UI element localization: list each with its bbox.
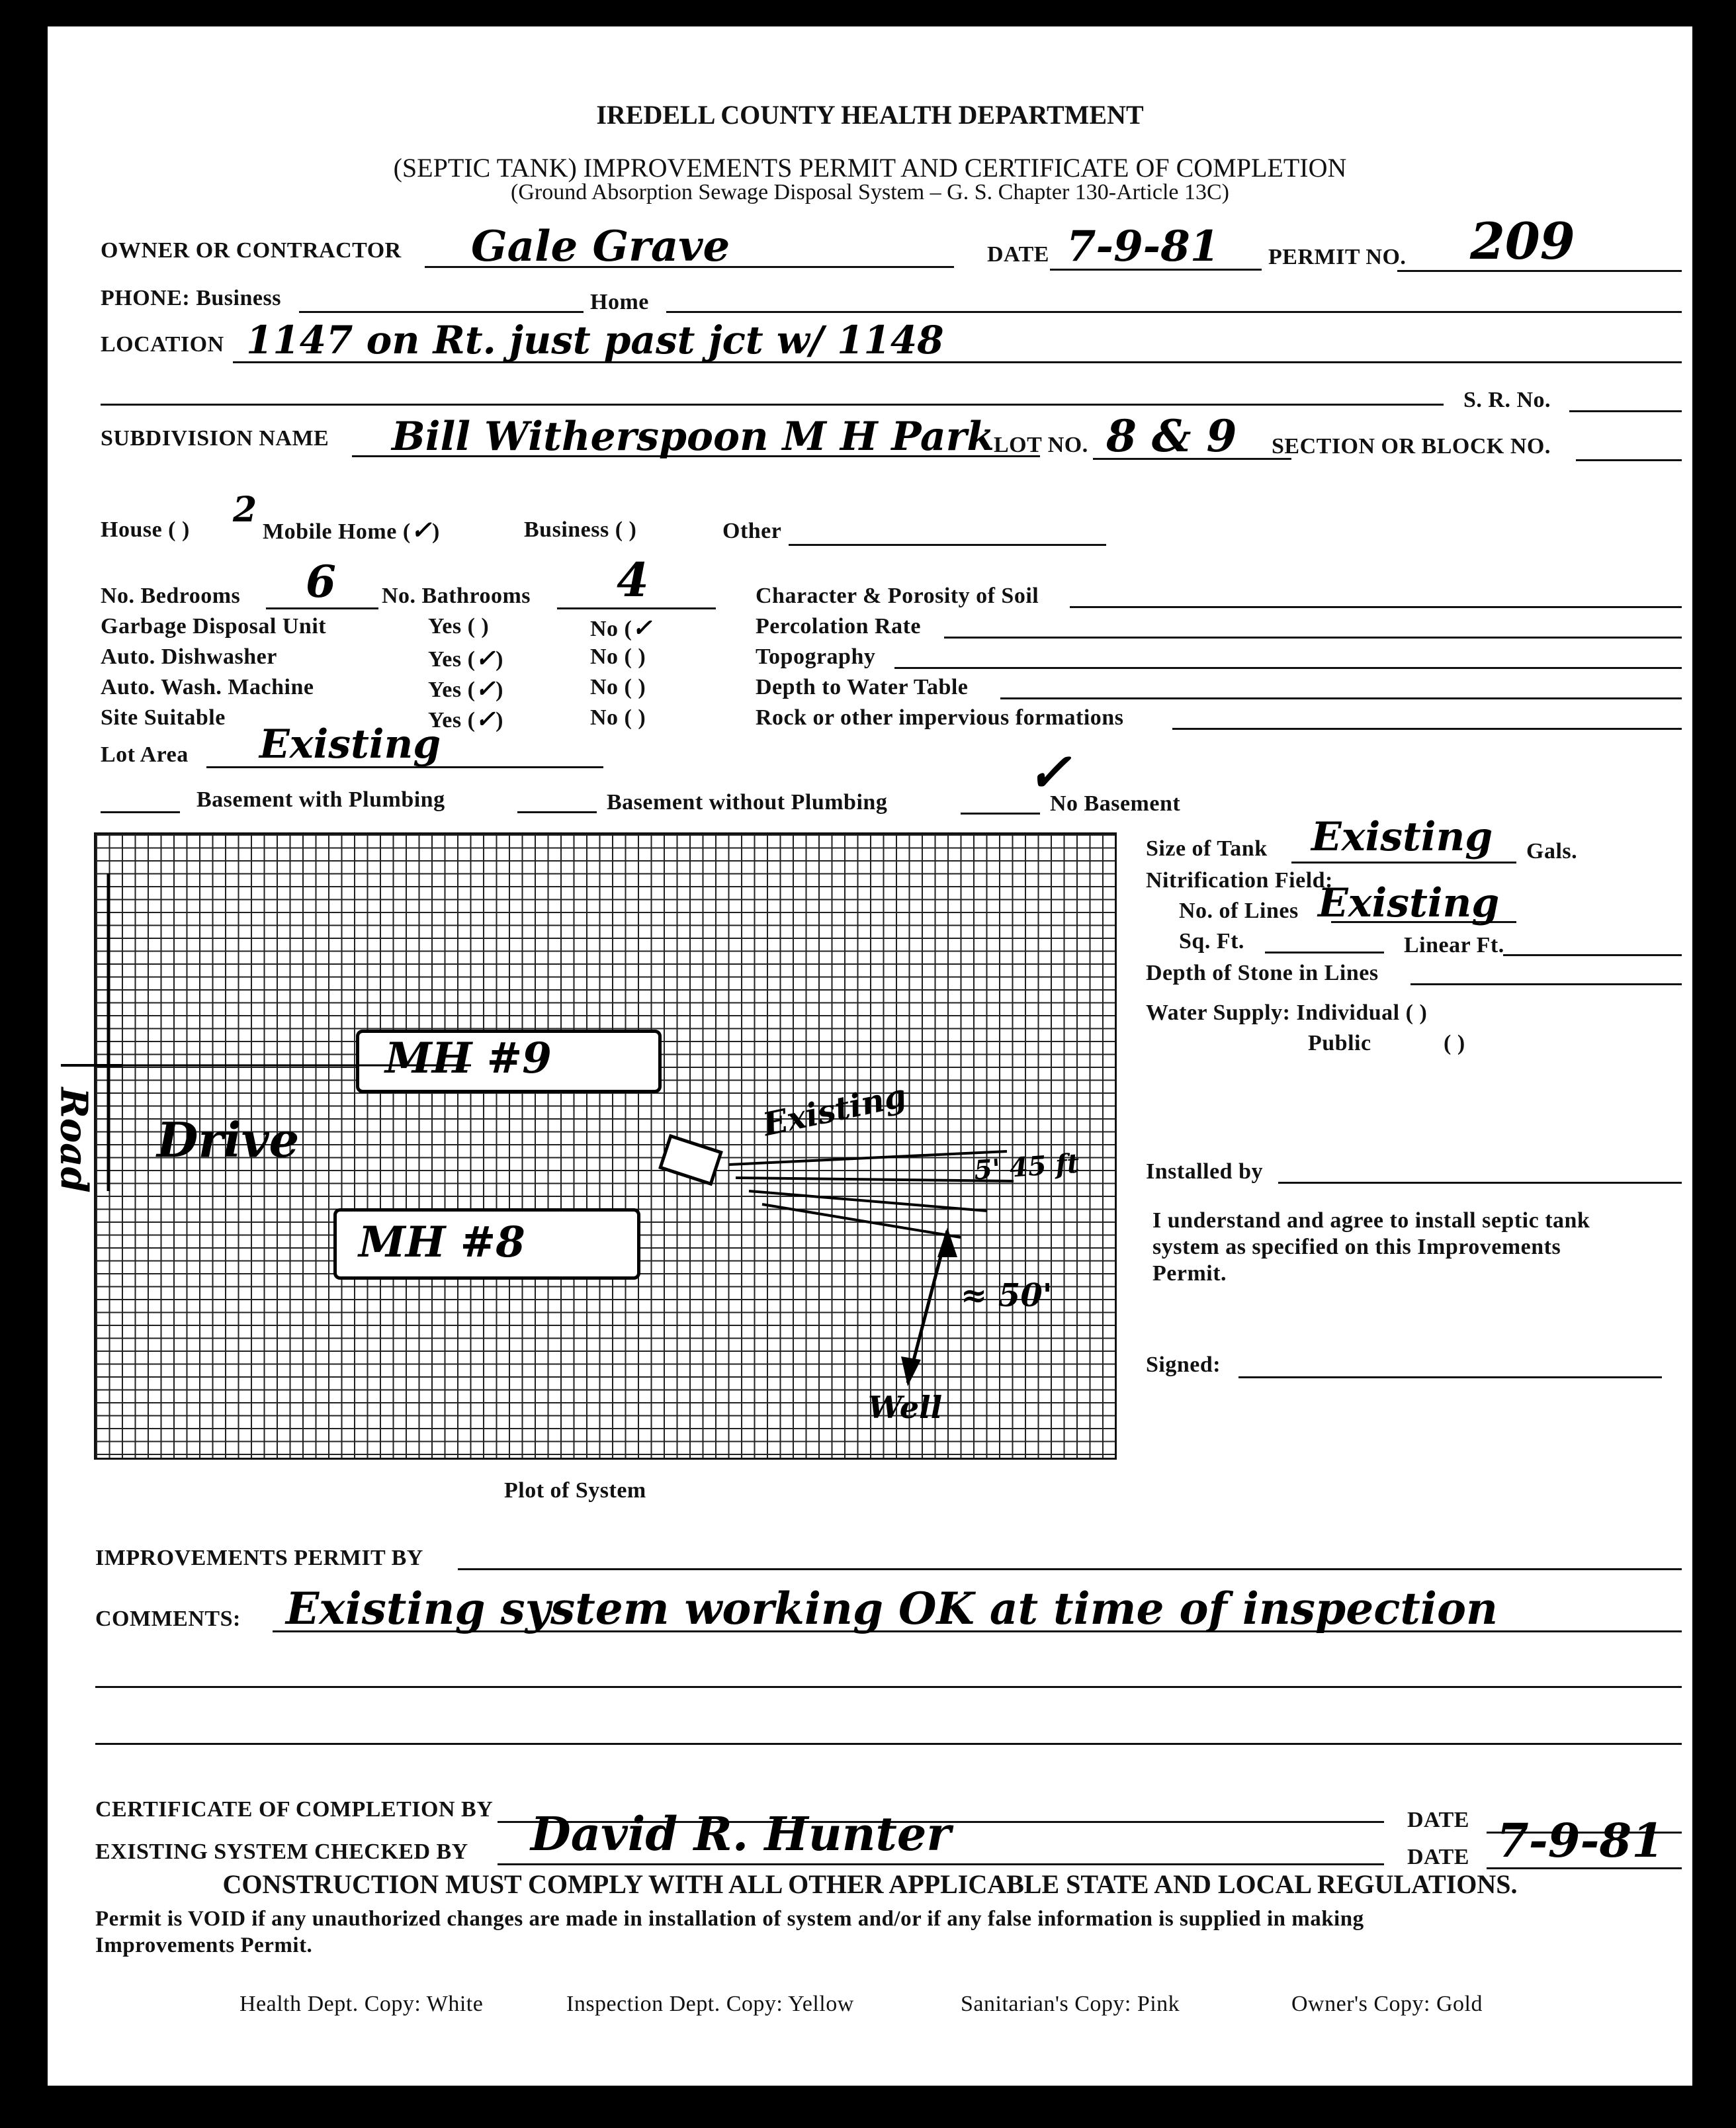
bathrooms-value: 4 [617,553,649,607]
arrow-down-head [901,1356,921,1386]
bathrooms-label: No. Bathrooms [382,584,531,608]
owner-label: OWNER OR CONTRACTOR [101,238,402,263]
construction-notice: CONSTRUCTION MUST COMPLY WITH ALL OTHER APPLICABLE STATE AND LOCAL REGULATIONS. [222,1869,1518,1899]
permit-by-line [458,1568,1682,1570]
stone-label: Depth of Stone in Lines [1146,961,1379,985]
gals-label: Gals. [1526,839,1578,864]
mobile-home-label: Mobile Home ( [263,519,411,544]
checked-date-value: 7-9-81 [1497,1813,1664,1868]
other-label: Other [722,519,782,543]
topography-label: Topography [756,644,876,669]
signed-label: Signed: [1146,1352,1221,1377]
garbage-yes: Yes ( ) [428,614,490,639]
existing-plot-label: Existing [760,1077,910,1144]
site-suitable-yes-close: ) [496,708,503,732]
agency-title: IREDELL COUNTY HEALTH DEPARTMENT [596,100,1144,130]
business-option: Business ( ) [524,517,637,542]
linear-label: Linear Ft. [1404,933,1504,957]
dishwasher-yes-mark: ✓ [475,644,496,672]
bedrooms-value: 6 [306,556,336,607]
lot-no-label: LOT NO. [994,433,1088,457]
signed-line [1238,1376,1662,1378]
installed-by-line [1278,1182,1682,1184]
copy-health: Health Dept. Copy: White [239,1992,484,2016]
mobile-home-close: ) [432,519,440,544]
basement-without-label: Basement without Plumbing [607,790,888,815]
agreement-line-3: Permit. [1152,1261,1227,1286]
nitrification-label: Nitrification Field: [1146,868,1333,893]
stone-line [1410,983,1682,985]
form-title: (SEPTIC TANK) IMPROVEMENTS PERMIT AND CERTIFICATE OF COMPLETION [393,153,1347,183]
tank-size-label: Size of Tank [1146,836,1268,861]
phone-home-label: Home [590,290,649,314]
agreement-line-2: system as specified on this Improvements [1152,1235,1561,1259]
basement-with-label: Basement with Plumbing [196,787,445,812]
permit-form [48,26,1692,2086]
field-line-4 [762,1204,961,1237]
no-basement-label: No Basement [1050,791,1181,816]
plot-sketch [48,26,1692,2086]
form-subtitle: (Ground Absorption Sewage Disposal System – G. S. Chapter 130-Article 13C) [511,180,1229,204]
washer-yes-close: ) [496,678,503,702]
dishwasher-yes-label: Yes ( [428,647,476,672]
site-suitable-yes-mark: ✓ [475,705,496,733]
certificate-label: CERTIFICATE OF COMPLETION BY [95,1797,494,1822]
bedrooms-label: No. Bedrooms [101,584,241,608]
tank-size-value: Existing [1311,814,1493,860]
tank-size-line [1291,862,1516,864]
lot-area-label: Lot Area [101,742,189,767]
garbage-label: Garbage Disposal Unit [101,614,327,639]
comments-label: COMMENTS: [95,1607,241,1631]
permit-value: 209 [1470,212,1575,271]
phone-business-label: PHONE: Business [101,286,281,310]
lot-area-value: Existing [259,721,441,768]
no-basement-mark: ✓ [1027,741,1072,803]
arrow-up-head [937,1227,957,1257]
site-suitable-no: No ( ) [590,705,646,730]
water-public-label: Public [1308,1031,1371,1055]
permit-by-label: IMPROVEMENTS PERMIT BY [95,1546,423,1570]
date-label: DATE [987,242,1049,267]
road-label: Road [52,1087,96,1193]
copy-owner: Owner's Copy: Gold [1291,1992,1483,2016]
garbage-no-label: No ( [590,617,632,641]
comments-line-3 [95,1743,1682,1745]
house-option: House ( ) [101,517,190,542]
subdivision-label: SUBDIVISION NAME [101,426,329,451]
garbage-no-mark: ✓ [632,614,653,642]
date-value: 7-9-81 [1066,222,1220,271]
washer-yes-label: Yes ( [428,678,476,702]
field-line-2 [736,1178,1014,1181]
tank-note: 5' 45 ft [973,1147,1080,1186]
percolation-label: Percolation Rate [756,614,922,639]
permit-label: PERMIT NO. [1268,245,1407,269]
subdivision-value: Bill Witherspoon M H Park [392,414,994,460]
well-label: Well [868,1390,943,1425]
lines-value: Existing [1318,880,1500,926]
sr-no-label: S. R. No. [1463,388,1551,412]
mh8-label: MH #8 [359,1218,525,1267]
agreement-line-1: I understand and agree to install septic tank [1152,1208,1590,1233]
location-label: LOCATION [101,332,224,357]
type-number-mark: 2 [233,490,257,530]
dishwasher-yes-close: ) [496,647,503,672]
soil-character-label: Character & Porosity of Soil [756,584,1039,608]
site-suitable-yes-label: Yes ( [428,708,476,732]
mh9-label: MH #9 [385,1034,552,1083]
water-individual-label: Water Supply: Individual ( ) [1146,1000,1428,1025]
comments-value: Existing system working OK at time of inspection [286,1583,1498,1634]
copy-inspection: Inspection Dept. Copy: Yellow [566,1992,854,2016]
washer-label: Auto. Wash. Machine [101,675,314,699]
septic-tank-shape [660,1136,721,1184]
distance-label: ≈ 50' [961,1277,1053,1314]
checked-by-label: EXISTING SYSTEM CHECKED BY [95,1840,468,1864]
owner-value: Gale Grave [471,222,730,271]
sqft-label: Sq. Ft. [1179,929,1244,953]
washer-yes-mark: ✓ [475,675,496,703]
dishwasher-no: No ( ) [590,644,646,669]
site-suitable-label: Site Suitable [101,705,226,730]
section-label: SECTION OR BLOCK NO. [1272,434,1551,459]
void-notice-2: Improvements Permit. [95,1933,313,1957]
checked-date-label: DATE [1407,1845,1469,1869]
linear-line [1503,954,1682,956]
checked-by-line [498,1863,1384,1865]
lot-no-value: 8 & 9 [1106,410,1237,462]
plot-caption: Plot of System [504,1478,646,1503]
lines-label: No. of Lines [1179,899,1299,923]
installed-by-label: Installed by [1146,1159,1263,1184]
sqft-line [1265,952,1384,953]
mobile-home-mark: ✓ [410,515,433,545]
checked-by-signature: David R. Hunter [531,1806,951,1861]
water-table-label: Depth to Water Table [756,675,969,699]
field-line-1 [729,1151,1007,1165]
dishwasher-label: Auto. Dishwasher [101,644,277,669]
rock-label: Rock or other impervious formations [756,705,1124,730]
water-public-paren: ( ) [1444,1031,1465,1055]
certificate-date-label: DATE [1407,1808,1469,1832]
comments-line-2 [95,1686,1682,1688]
location-value: 1147 on Rt. just past jct w/ 1148 [246,318,944,363]
copy-sanitarian: Sanitarian's Copy: Pink [961,1992,1180,2016]
washer-no: No ( ) [590,675,646,699]
void-notice-1: Permit is VOID if any unauthorized changes are made in installation of system and/or if any false information is supplied in making [95,1907,1364,1931]
drive-label: Drive [157,1112,300,1168]
